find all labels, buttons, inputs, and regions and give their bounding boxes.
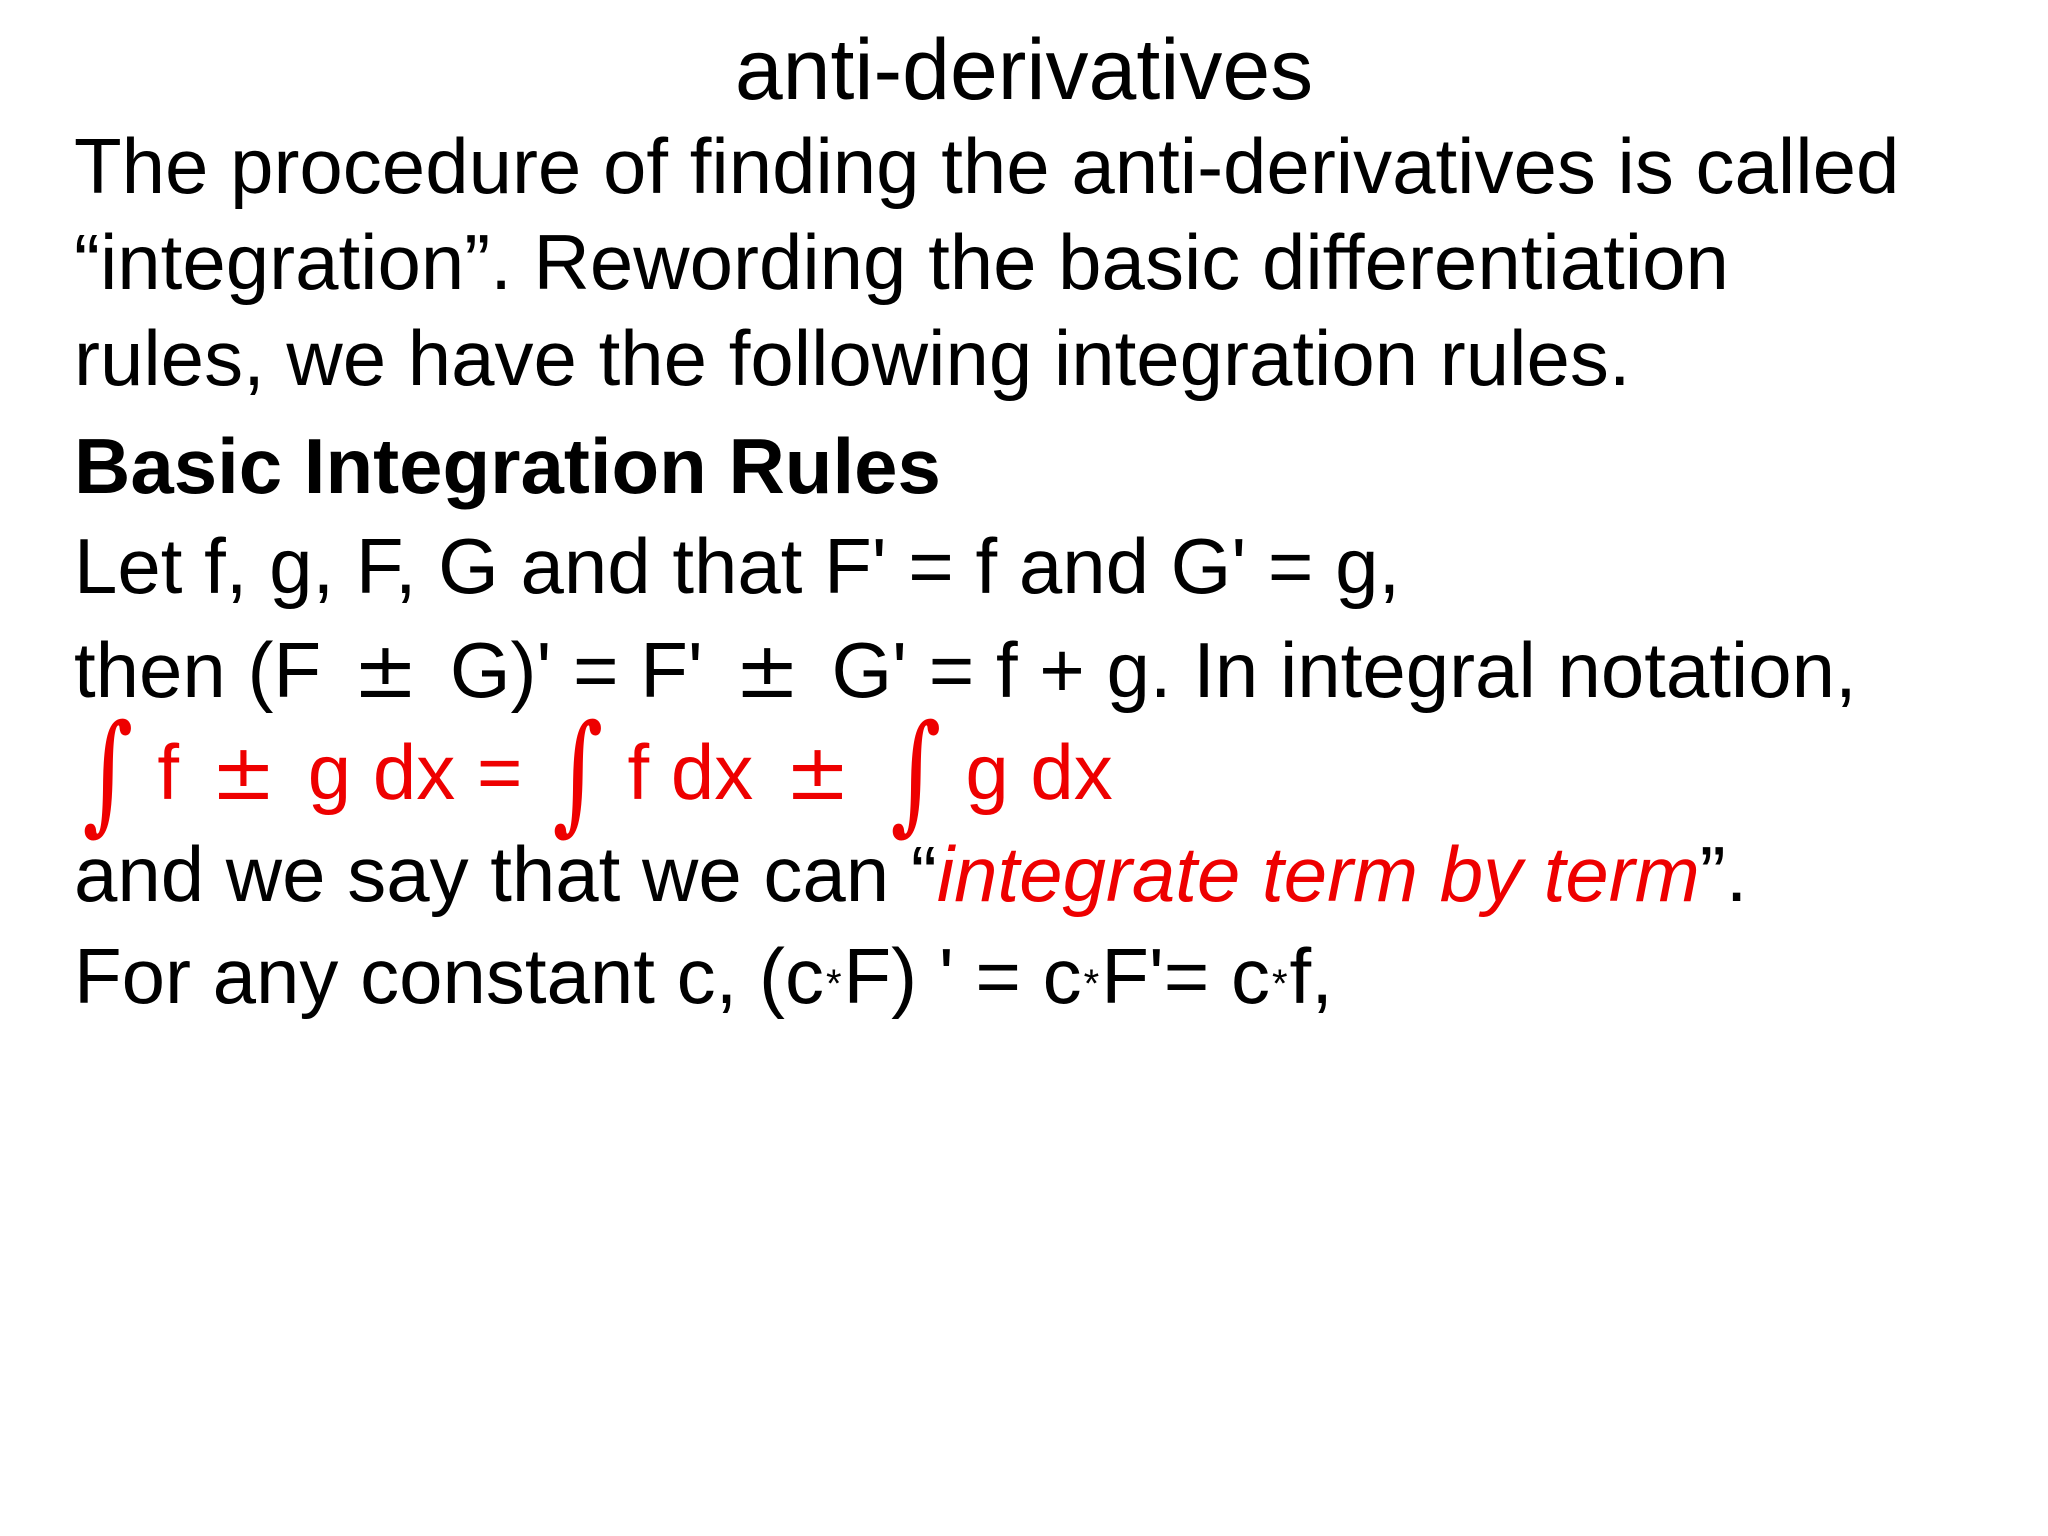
formula-term-f: f (157, 728, 180, 816)
term-by-term-statement (74, 826, 1747, 922)
then-part-1: then (F (74, 626, 322, 714)
asterisk-symbol: * (825, 962, 842, 1006)
plus-minus-symbol: ± (352, 626, 419, 716)
constant-part-1: For any constant c, (c (74, 932, 824, 1020)
constant-part-3: F'= c (1101, 932, 1270, 1020)
asterisk-symbol: * (1271, 962, 1288, 1006)
plus-minus-symbol: ± (784, 728, 851, 818)
plus-minus-symbol: ± (210, 728, 277, 818)
formula-term-g-dx: g dx (965, 728, 1113, 816)
constant-statement (74, 928, 1333, 1032)
formula-term-f-dx: f dx (627, 728, 754, 816)
term-after: ”. (1699, 830, 1748, 918)
constant-part-4: f, (1289, 932, 1333, 1020)
then-part-2: G)' = F' (449, 626, 703, 714)
constant-part-2: F) ' = c (843, 932, 1082, 1020)
formula-term-g-equals: g dx = (307, 728, 523, 816)
then-statement (74, 622, 1857, 719)
integral-sign: ∫ (82, 696, 134, 848)
integral-sign: ∫ (890, 696, 942, 848)
asterisk-symbol: * (1083, 962, 1100, 1006)
term-emphasis: integrate term by term (936, 830, 1700, 918)
intro-line-2: “integration”. Rewording the basic differentiation (74, 218, 1729, 306)
then-part-3: G' = f + g. In integral notation, (831, 626, 1857, 714)
integral-sign: ∫ (552, 696, 604, 848)
slide-title: anti-derivatives (734, 22, 1314, 118)
section-heading: Basic Integration Rules (74, 422, 941, 510)
term-before: and we say that we can “ (74, 830, 937, 918)
plus-minus-symbol: ± (734, 626, 800, 716)
let-statement: Let f, g, F, G and that F' = f and G' = g, (74, 522, 1401, 610)
integral-formula (74, 696, 1113, 848)
intro-line-3: rules, we have the following integration rules. (74, 314, 1631, 402)
intro-line-1: The procedure of finding the anti-derivatives is called (74, 122, 1900, 210)
